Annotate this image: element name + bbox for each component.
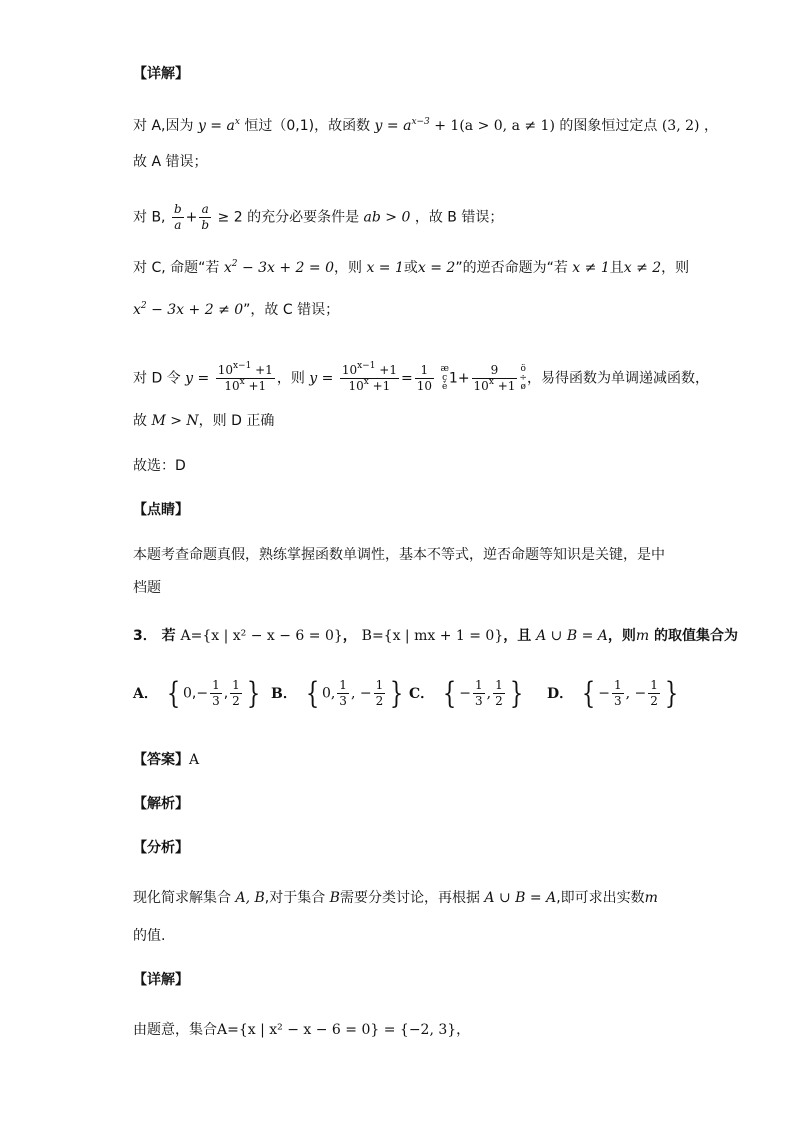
review-text-1: 本题考查命题真假，熟练掌握函数单调性，基本不等式，逆否命题等知识是关键，是中: [133, 547, 665, 563]
formula-y-ax3: $y = a^{x-3}$ +: [374, 117, 446, 134]
fenxi-line: [133, 888, 658, 908]
detail-set: A={x | x² − x − 6 = 0} = {−2, 3}: [217, 1022, 457, 1038]
item-c-vals2: x = 2: [417, 260, 456, 276]
fraction-one-half: $\frac{1}{2}$: [232, 678, 240, 708]
fraction-one-third: $\frac{1}{3}$: [339, 678, 347, 708]
detail-line: [133, 1020, 470, 1040]
formula-y-2: y =: [309, 370, 334, 387]
fenxi-b: B: [329, 890, 340, 906]
answer-value: A: [189, 752, 200, 768]
option-c-label: C．: [409, 685, 435, 702]
question-ask: ，则: [607, 628, 636, 644]
detail-text-1: 由题意，集合: [133, 1022, 217, 1038]
fenxi-heading: 【分析】: [133, 840, 189, 856]
fenxi-union: A ∪ B = A: [484, 890, 557, 906]
option-a-minus: −: [196, 685, 209, 702]
fraction-b-over-a: $\frac{b}{a}$: [173, 202, 182, 232]
question-if: 若: [161, 628, 176, 644]
question-3-stem: [133, 626, 738, 646]
right-brace: }: [509, 675, 523, 711]
item-a-graph: 的图象恒过定点: [559, 118, 658, 134]
item-a-conclusion: 故 A 错误；: [133, 154, 208, 170]
item-d-then: ，则: [276, 370, 305, 387]
fraction-one-third: $\frac{1}{3}$: [613, 678, 622, 708]
option-a-label: A．: [133, 685, 158, 702]
fraction-one-tenth: $\frac{1}{10}$: [416, 363, 432, 393]
review-heading: 【点睛】: [133, 502, 189, 518]
fraction-one-half: $\frac{1}{2}$: [375, 678, 384, 708]
item-c-then2: ，则: [661, 260, 690, 276]
right-brace: }: [664, 675, 679, 711]
var-m: m: [635, 628, 650, 644]
item-c-or: 或: [403, 260, 418, 276]
right-brace: }: [246, 675, 261, 711]
left-brace: {: [305, 675, 320, 711]
item-a-point: (3, 2): [661, 118, 700, 134]
item-c-end: ”，故 C 错误；: [243, 302, 340, 318]
fraction-a-over-b: $\frac{a}{b}$: [201, 202, 210, 232]
item-d-suffix: ，易得函数为单调递减函数，: [526, 370, 709, 387]
answer-heading: 【答案】: [133, 752, 189, 768]
question-number: 3．: [133, 628, 157, 644]
option-b[interactable]: B． { 0, $\frac{1}{3}$ , − $\frac{1}{2}$ }: [271, 675, 404, 711]
item-d-conclusion: [133, 411, 274, 431]
right-brace: }: [390, 675, 404, 711]
left-brace: {: [443, 675, 457, 711]
section-heading-detail: 【详解】: [133, 66, 189, 82]
answer-block: [133, 750, 199, 770]
fraction-one-half: $\frac{1}{2}$: [650, 678, 658, 708]
right-paren-glyph: ö ÷ ø: [519, 364, 527, 392]
item-c-eq1: − 3x + 2 = 0: [241, 260, 334, 276]
item-c-then: ，则: [334, 260, 362, 276]
item-d-prefix: 对 D 令: [133, 370, 181, 387]
detail-heading: 【详解】: [133, 972, 189, 988]
option-a-zero: 0: [182, 685, 192, 702]
item-c-and: 且: [609, 260, 624, 276]
fenxi-sets: A, B: [235, 890, 265, 906]
item-b-suffix: ≥ 2 的充分必要条件是: [217, 209, 360, 226]
item-d-ineq: M > N: [151, 413, 199, 429]
item-a-cond: 1(a > 0, a ≠ 1): [450, 118, 555, 134]
option-d-label: D．: [547, 685, 574, 702]
item-c-line: [133, 258, 689, 278]
set-b-def: B={x | mx + 1 = 0}: [361, 628, 504, 644]
fenxi-text-1: 现化简求解集合: [133, 890, 231, 906]
item-a-passes: 恒过（0,1)，故函数: [244, 118, 371, 134]
fenxi-m: m: [644, 890, 658, 906]
left-brace: {: [582, 675, 596, 711]
question-and: ，且: [503, 628, 532, 644]
detail-end: ，: [456, 1022, 471, 1038]
item-b-prefix: 对 B,: [133, 209, 166, 226]
item-c-vals: x = 1: [366, 260, 404, 276]
option-b-label: B．: [271, 685, 297, 702]
union-condition: A ∪ B = A: [536, 628, 608, 644]
fraction-one-third: $\frac{1}{3}$: [212, 678, 220, 708]
formula-x2-b: $x^2$: [133, 301, 147, 318]
question-comma: ，: [342, 628, 357, 644]
option-d[interactable]: D． { − $\frac{1}{3}$ , − $\frac{1}{2}$ }: [547, 675, 679, 711]
answer-line: 故选：D: [133, 458, 186, 474]
option-a[interactable]: A． { 0,− $\frac{1}{3}$ , $\frac{1}{2}$ }: [133, 675, 261, 711]
analysis-heading: 【解析】: [133, 796, 189, 812]
fraction-d-1: $\frac{10^{x-1} +1}{10^x +1}$: [217, 361, 273, 393]
fenxi-text-2: ,对于集合: [264, 890, 326, 906]
fenxi-text-5: 的值.: [133, 928, 166, 944]
item-a-line: [133, 116, 718, 136]
fraction-one-third: $\frac{1}{3}$: [474, 678, 483, 708]
item-d-conclusion-post: ，则 D 正确: [198, 413, 275, 429]
item-d-conclusion-pre: 故: [133, 413, 147, 429]
fenxi-text-4: ,即可求出实数: [556, 890, 645, 906]
item-c-mid: ”的逆否命题为“若: [455, 260, 568, 276]
formula-x2: $x^2$: [223, 259, 238, 276]
formula-y-ax: $y = a^x$: [197, 117, 240, 134]
item-b-end: ，故 B 错误；: [414, 209, 504, 226]
option-c[interactable]: C． { − $\frac{1}{3}$ , $\frac{1}{2}$ }: [409, 675, 523, 711]
question-ask-end: 的取值集合为: [649, 628, 739, 644]
left-brace: {: [166, 675, 181, 711]
fraction-d-2: $\frac{10^{x-1} +1}{10^x +1}$: [341, 361, 397, 393]
item-b-cond: ab > 0: [363, 209, 411, 226]
item-c-eq2: − 3x + 2 ≠ 0: [151, 302, 244, 318]
fraction-d-3: $\frac{9}{10^x +1}$: [473, 363, 516, 393]
fenxi-text-3: 需要分类讨论，再根据: [339, 890, 480, 906]
item-a-prefix: 对 A,因为: [133, 118, 194, 134]
item-c-neq1: x ≠ 1: [572, 260, 610, 276]
left-paren-glyph: æ ç è: [440, 364, 449, 392]
item-c-line-2: [133, 300, 339, 320]
item-b-line: 对 B, $\frac{b}{a}$ + $\frac{a}{b}$ ≥ 2 的充分必要条件是 ab > 0 ，故 B 错误；: [133, 202, 504, 232]
review-text-2: 档题: [133, 580, 161, 596]
item-c-prefix: 对 C, 命题“若: [133, 260, 220, 276]
item-a-end: ，: [703, 118, 718, 134]
set-a-def: A={x | x² − x − 6 = 0}: [180, 628, 343, 644]
item-d-line: 对 D 令 y = $\frac{10^{x-1} +1}{10^x +1}$ ，则 y = $\frac{10^{x-1} +1}{10^x +1}$ = $\frac{1}{10}$ æ ç è1+ $\frac{9}{10^x +1}$ ö ÷ ø，易得函数为单调递减函数，: [133, 361, 709, 393]
formula-y: y =: [185, 370, 210, 387]
fraction-one-half: $\frac{1}{2}$: [495, 678, 503, 708]
item-c-neq2: x ≠ 2: [623, 260, 662, 276]
